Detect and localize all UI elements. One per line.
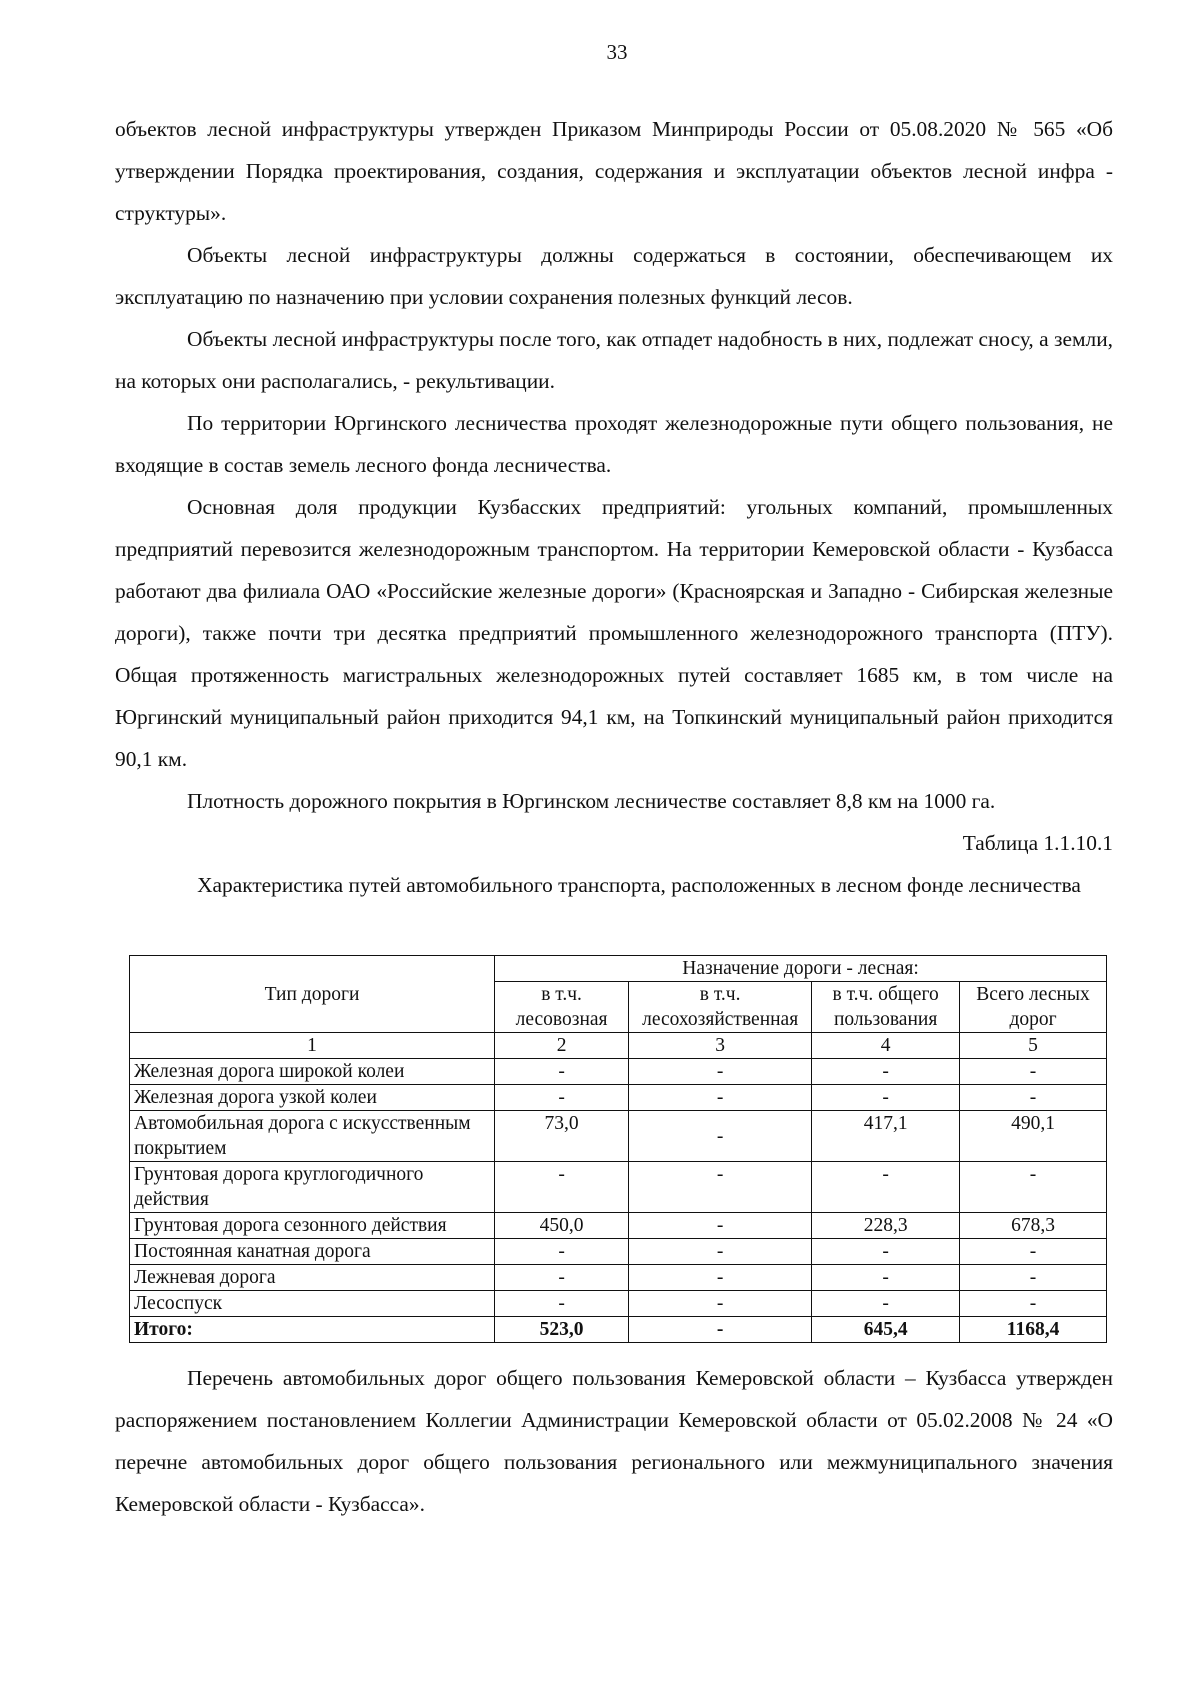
table-cell: - (812, 1085, 960, 1111)
table-cell: 678,3 (960, 1213, 1107, 1239)
table-cell: - (629, 1111, 812, 1162)
table-cell: - (495, 1291, 629, 1317)
table-cell: - (812, 1059, 960, 1085)
table-cell: - (495, 1265, 629, 1291)
paragraph: Плотность дорожного покрытия в Юргинском лесничестве составляет 8,8 км на 1000 га. (187, 789, 996, 813)
header-col-4: в т.ч. общего пользования (812, 982, 960, 1033)
table-row (130, 1059, 1107, 1085)
paragraph: Перечень автомобильных дорог общего пользования Кемеровской области – Кузбасса утвержден распоряжением постановлением Коллегии Администрации Кемеровской области от 05.02.2008 № 24 «О перечне автомобильных дорог общего пользования регионального или межмуниципального значения Кемеровской области - Кузбасса». (115, 1366, 1113, 1516)
table-cell: 490,1 (960, 1111, 1107, 1162)
table-row (130, 1213, 1107, 1239)
table-cell: - (960, 1265, 1107, 1291)
table-cell: - (629, 1059, 812, 1085)
table-cell: - (495, 1059, 629, 1085)
header-type: Тип дороги (130, 956, 495, 1033)
paragraph: Объекты лесной инфраструктуры должны содержаться в состоянии, обеспечивающем их эксплуатацию по назначению при условии сохранения полезных функций лесов. (115, 243, 1113, 309)
table-row (130, 1239, 1107, 1265)
body-text (115, 108, 1113, 906)
table-title: Характеристика путей автомобильного транспорта, расположенных в лесном фонде лесничества (197, 873, 1081, 897)
paragraph: объектов лесной инфраструктуры утвержден Приказом Минприроды России от 05.08.2020 № 565 «Об утверждении Порядка проектирования, создания, содержания и эксплуатации объектов лесной инфра - структуры». (115, 117, 1113, 225)
table-cell: Железная дорога широкой колеи (130, 1059, 495, 1085)
table-row (130, 1111, 1107, 1162)
paragraph: Объекты лесной инфраструктуры после того, как отпадет надобность в них, подлежат сносу, а земли, на которых они располагались, - рекультивации. (115, 327, 1113, 393)
table-header-row (130, 956, 1107, 982)
table-cell: - (812, 1162, 960, 1213)
table-number: Таблица 1.1.10.1 (962, 831, 1113, 855)
table-cell: - (629, 1317, 812, 1343)
header-col-5: Всего лесных дорог (960, 982, 1107, 1033)
table-cell: - (960, 1085, 1107, 1111)
page-number: 33 (606, 40, 628, 64)
table-cell: - (629, 1162, 812, 1213)
table-cell: - (960, 1239, 1107, 1265)
table-cell: - (629, 1085, 812, 1111)
table-cell: - (812, 1265, 960, 1291)
table-cell: Железная дорога узкой колеи (130, 1085, 495, 1111)
table-cell: 1168,4 (960, 1317, 1107, 1343)
table-cell: 645,4 (812, 1317, 960, 1343)
table-cell: - (495, 1085, 629, 1111)
table-cell: 417,1 (812, 1111, 960, 1162)
header-col-3: в т.ч. лесохозяйственная (629, 982, 812, 1033)
table-cell: Грунтовая дорога сезонного действия (130, 1213, 495, 1239)
table-cell: - (629, 1239, 812, 1265)
table-cell: 3 (629, 1033, 812, 1059)
table-cell: 1 (130, 1033, 495, 1059)
table-cell: - (495, 1239, 629, 1265)
table-row (130, 1162, 1107, 1213)
table-cell: - (960, 1059, 1107, 1085)
table-cell: Итого: (130, 1317, 495, 1343)
table-cell: - (960, 1291, 1107, 1317)
table-row (130, 1291, 1107, 1317)
road-table (129, 955, 1107, 1343)
table-cell: Лежневая дорога (130, 1265, 495, 1291)
header-group: Назначение дороги - лесная: (495, 956, 1107, 982)
table-cell: - (812, 1291, 960, 1317)
table-cell: - (812, 1239, 960, 1265)
table-row (130, 1265, 1107, 1291)
table-cell: Постоянная канатная дорога (130, 1239, 495, 1265)
table-cell: - (629, 1213, 812, 1239)
table-cell: - (495, 1162, 629, 1213)
table-cell: Грунтовая дорога круглогодичного действия (130, 1162, 495, 1213)
table-row (130, 1085, 1107, 1111)
table-cell: 228,3 (812, 1213, 960, 1239)
table-cell: 450,0 (495, 1213, 629, 1239)
table-cell: - (960, 1162, 1107, 1213)
table-cell: - (629, 1291, 812, 1317)
table-cell: 5 (960, 1033, 1107, 1059)
column-number-row (130, 1033, 1107, 1059)
header-col-2: в т.ч. лесовозная (495, 982, 629, 1033)
paragraph: Основная доля продукции Кузбасских предприятий: угольных компаний, промышленных предприятий перевозится железнодорожным транспортом. На территории Кемеровской области - Кузбасса работают два филиала ОАО «Российские железные дороги» (Красноярская и Западно - Сибирская железные дороги), также почти три десятка предприятий промышленного железнодорожного транспорта (ПТУ). Общая протяженность магистральных железнодорожных путей составляет 1685 км, в том числе на Юргинский муниципальный район приходится 94,1 км, на Топкинский муниципальный район приходится 90,1 км. (115, 495, 1113, 771)
table-cell: 523,0 (495, 1317, 629, 1343)
table-cell: 4 (812, 1033, 960, 1059)
table-cell: 2 (495, 1033, 629, 1059)
table-cell: 73,0 (495, 1111, 629, 1162)
paragraph: По территории Юргинского лесничества проходят железнодорожные пути общего пользования, не входящие в состав земель лесного фонда лесничества. (115, 411, 1113, 477)
table-total-row (130, 1317, 1107, 1343)
table-cell: - (629, 1265, 812, 1291)
table-cell: Лесоспуск (130, 1291, 495, 1317)
post-table-text (115, 1357, 1113, 1525)
table-cell: Автомобильная дорога с искусственным покрытием (130, 1111, 495, 1162)
